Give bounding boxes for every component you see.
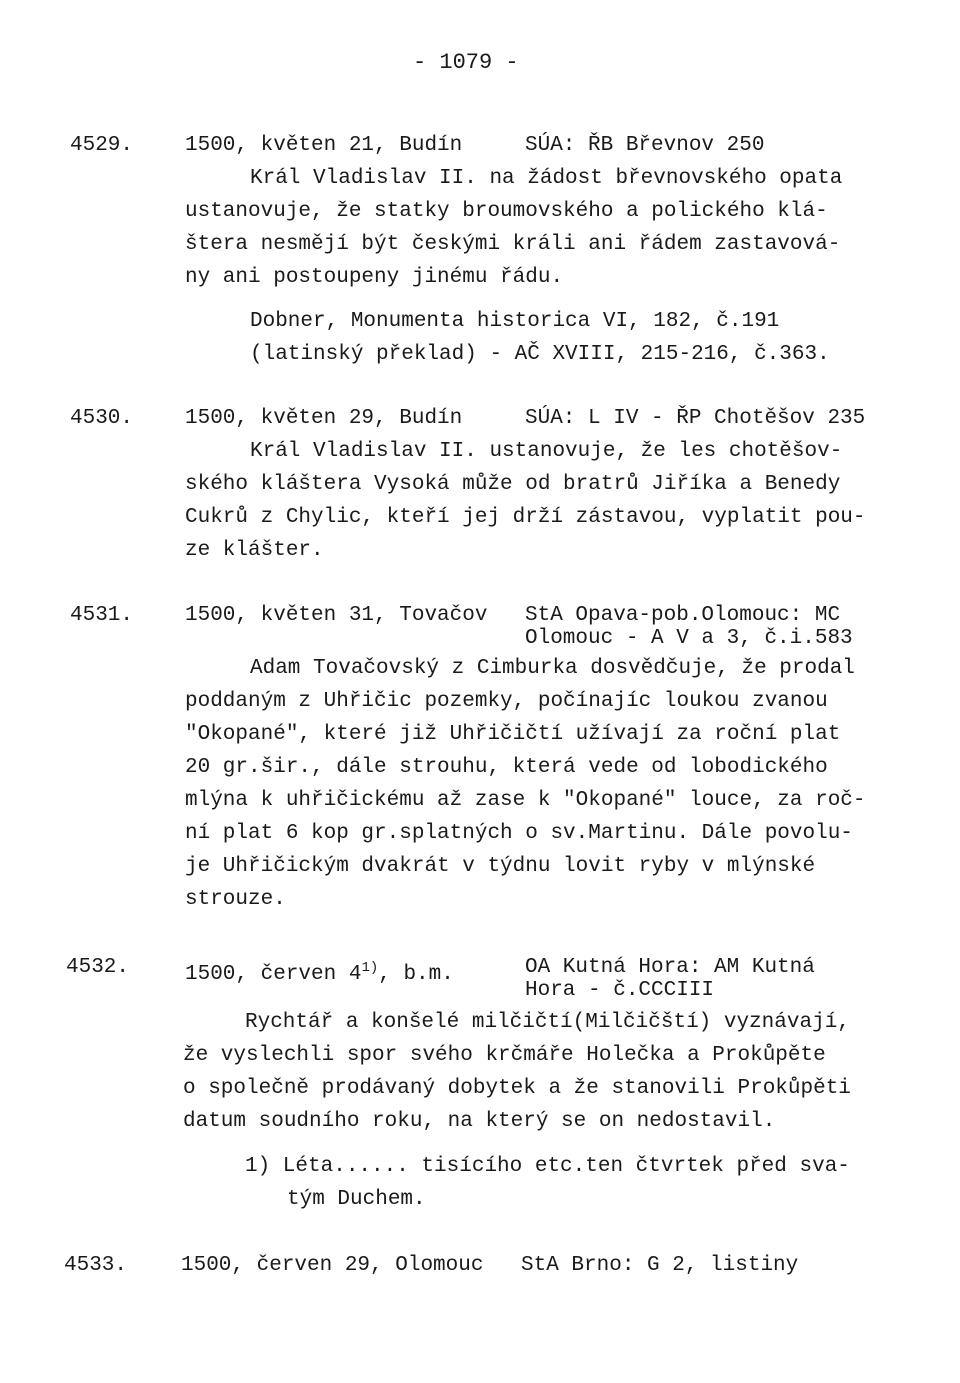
entry-number: 4529. <box>70 134 134 157</box>
entry-body-line: datum soudního roku, na který se on nedostavil. <box>183 1110 776 1133</box>
entry-body-line: o společně prodávaný dobytek a že stanovili Prokůpěti <box>183 1077 851 1100</box>
entry-body-line: Adam Tovačovský z Cimburka dosvědčuje, že prodal <box>250 657 855 680</box>
entry-archive: OA Kutná Hora: AM Kutná <box>525 956 815 979</box>
entry-body-line: že vyslechli spor svého krčmáře Holečka a Prokůpěte <box>183 1044 826 1067</box>
entry-number: 4533. <box>64 1254 128 1277</box>
entry-archive: StA Opava-pob.Olomouc: MC <box>525 604 841 627</box>
entry-body-line: "Okopané", které již Uhřičičtí užívají za roční plat <box>185 723 841 746</box>
entry-number: 4531. <box>70 604 134 627</box>
entry-body-line: ze klášter. <box>185 539 324 562</box>
entry-body-line: Král Vladislav II. ustanovuje, že les chotěšov- <box>250 440 843 463</box>
entry-archive: Hora - č.CCCIII <box>525 979 715 1002</box>
entry-archive: SÚA: ŘB Břevnov 250 <box>525 134 765 157</box>
page-number: - 1079 - <box>413 50 519 75</box>
entry-date-place: 1500, červen 29, Olomouc <box>181 1254 484 1277</box>
entry-body-line: mlýna k uhřičickému až zase k "Okopané" louce, za roč- <box>185 789 866 812</box>
footnote-line: tým Duchem. <box>287 1188 426 1211</box>
entry-archive: Olomouc - A V a 3, č.i.583 <box>525 627 853 650</box>
entry-date-place: 1500, květen 31, Tovačov <box>185 604 488 627</box>
entry-number: 4532. <box>66 956 130 979</box>
entry-body-line: ského kláštera Vysoká může od bratrů Jiříka a Benedy <box>185 473 841 496</box>
entry-body-line: Cukrů z Chylic, kteří jej drží zástavou, vyplatit pou- <box>185 506 866 529</box>
entry-body-line: štera nesmějí být českými králi ani řádem zastavová- <box>185 233 841 256</box>
entry-archive: StA Brno: G 2, listiny <box>521 1254 799 1277</box>
entry-body-line: ní plat 6 kop gr.splatných o sv.Martinu. Dále povolu- <box>185 822 853 845</box>
entry-body-line: Rychtář a konšelé milčičtí(Milčičští) vyznávají, <box>245 1011 850 1034</box>
entry-body-line: je Uhřičickým dvakrát v týdnu lovit ryby v mlýnské <box>185 855 816 878</box>
entry-body-line: ustanovuje, že statky broumovského a polického klá- <box>185 200 828 223</box>
entry-body-line: strouze. <box>185 888 286 911</box>
entry-body-line: poddaným z Uhřičic pozemky, počínajíc loukou zvanou <box>185 690 828 713</box>
entry-number: 4530. <box>70 407 134 430</box>
entry-date-place: 1500, květen 21, Budín <box>185 134 463 157</box>
entry-date-place: 1500, červen 4$^{1)}$, b.m. <box>185 960 454 986</box>
entry-literature-line: (latinský překlad) - AČ XVIII, 215-216, č.363. <box>250 343 830 366</box>
entry-body-line: Král Vladislav II. na žádost břevnovského opata <box>250 167 843 190</box>
entry-body-line: ny ani postoupeny jinému řádu. <box>185 266 564 289</box>
entry-archive: SÚA: L IV - ŘP Chotěšov 235 <box>525 407 866 430</box>
entry-literature-line: Dobner, Monumenta historica VI, 182, č.191 <box>250 310 780 333</box>
footnote-line: 1) Léta...... tisícího etc.ten čtvrtek před sva- <box>245 1155 850 1178</box>
entry-body-line: 20 gr.šir., dále strouhu, která vede od lobodického <box>185 756 828 779</box>
footnote-marker: 1) <box>361 960 379 976</box>
entry-date-place: 1500, květen 29, Budín <box>185 407 463 430</box>
